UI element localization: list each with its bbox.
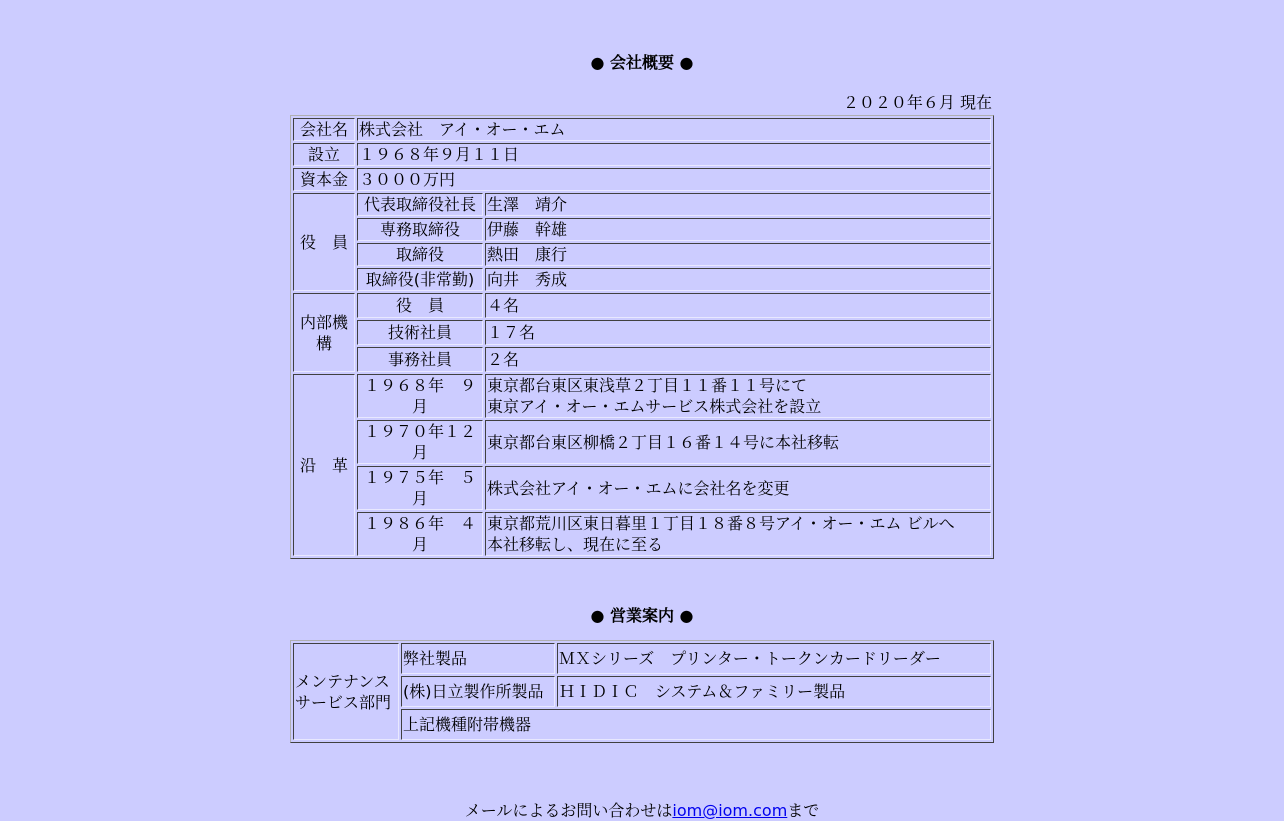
history-date: １９７０年１２月	[357, 420, 483, 464]
business-note: 上記機種附帯機器	[401, 709, 991, 740]
table-row	[293, 320, 991, 345]
table-row	[293, 243, 991, 266]
org-count: １７名	[485, 320, 991, 345]
table-row	[293, 512, 991, 556]
table-row	[293, 347, 991, 372]
established-value: １９６８年９月１１日	[357, 143, 991, 166]
table-row	[293, 218, 991, 241]
org-category: 事務社員	[357, 347, 483, 372]
history-date: １９６８年 ９月	[357, 374, 483, 418]
officer-name: 生澤 靖介	[485, 193, 991, 216]
officer-title: 専務取締役	[357, 218, 483, 241]
email-link[interactable]: iom@iom.com	[672, 801, 788, 820]
business-heading: ● 営業案内 ●	[590, 606, 694, 625]
table-row	[293, 143, 991, 166]
org-category: 技術社員	[357, 320, 483, 345]
table-row	[293, 193, 991, 216]
officers-label: 役 員	[293, 193, 355, 291]
table-row	[293, 268, 991, 291]
overview-heading: ● 会社概要 ●	[590, 53, 694, 72]
officer-title: 取締役(非常勤)	[357, 268, 483, 291]
established-label: 設立	[293, 143, 355, 166]
history-event-line: 東京都台東区東浅草２丁目１１番１１号にて	[487, 376, 808, 395]
org-category: 役 員	[357, 293, 483, 318]
business-detail: ＨＩＤＩＣ システム＆ファミリー製品	[557, 676, 991, 707]
org-count: ４名	[485, 293, 991, 318]
capital-value: ３０００万円	[357, 168, 991, 191]
history-event-line: 東京アイ・オー・エムサービス株式会社を設立	[487, 397, 822, 416]
table-row	[293, 118, 991, 141]
history-event-line: 株式会社アイ・オー・エムに会社名を変更	[487, 478, 790, 498]
org-count: ２名	[485, 347, 991, 372]
as-of-date: ２０２０年６月 現在	[842, 93, 992, 112]
footer-prefix: メールによるお問い合わせは	[464, 801, 673, 820]
business-category: 弊社製品	[401, 643, 555, 674]
business-table	[290, 640, 994, 743]
table-row	[293, 643, 991, 674]
table-row	[293, 420, 991, 464]
department-label: メンテナンスサービス部門	[293, 643, 399, 740]
business-category: (株)日立製作所製品	[401, 676, 555, 707]
table-row	[293, 466, 991, 510]
history-event	[485, 512, 991, 556]
history-date: １９８６年 ４月	[357, 512, 483, 556]
history-event-line: 東京都台東区柳橋２丁目１６番１４号に本社移転	[487, 432, 840, 452]
officer-title: 取締役	[357, 243, 483, 266]
history-event	[485, 466, 991, 510]
officer-name: 熱田 康行	[485, 243, 991, 266]
capital-label: 資本金	[293, 168, 355, 191]
footer-contact	[0, 798, 1284, 821]
officer-name: 向井 秀成	[485, 268, 991, 291]
history-date: １９７５年 ５月	[357, 466, 483, 510]
business-detail: ＭＸシリーズ プリンター・トークンカードリーダー	[557, 643, 991, 674]
footer-suffix: まで	[787, 801, 820, 820]
history-event	[485, 420, 991, 464]
company-overview-table	[290, 115, 994, 559]
history-event-line: 東京都荒川区東日暮里１丁目１８番８号アイ・オー・エム ビルへ	[487, 514, 955, 533]
table-row	[293, 168, 991, 191]
officer-title: 代表取締役社長	[357, 193, 483, 216]
company-name-value: 株式会社 アイ・オー・エム	[357, 118, 991, 141]
table-row	[293, 293, 991, 318]
company-name-label: 会社名	[293, 118, 355, 141]
table-row	[293, 374, 991, 418]
history-event-line: 本社移転し、現在に至る	[487, 535, 664, 554]
history-event	[485, 374, 991, 418]
organization-label: 内部機構	[293, 293, 355, 372]
officer-name: 伊藤 幹雄	[485, 218, 991, 241]
history-label: 沿 革	[293, 374, 355, 556]
